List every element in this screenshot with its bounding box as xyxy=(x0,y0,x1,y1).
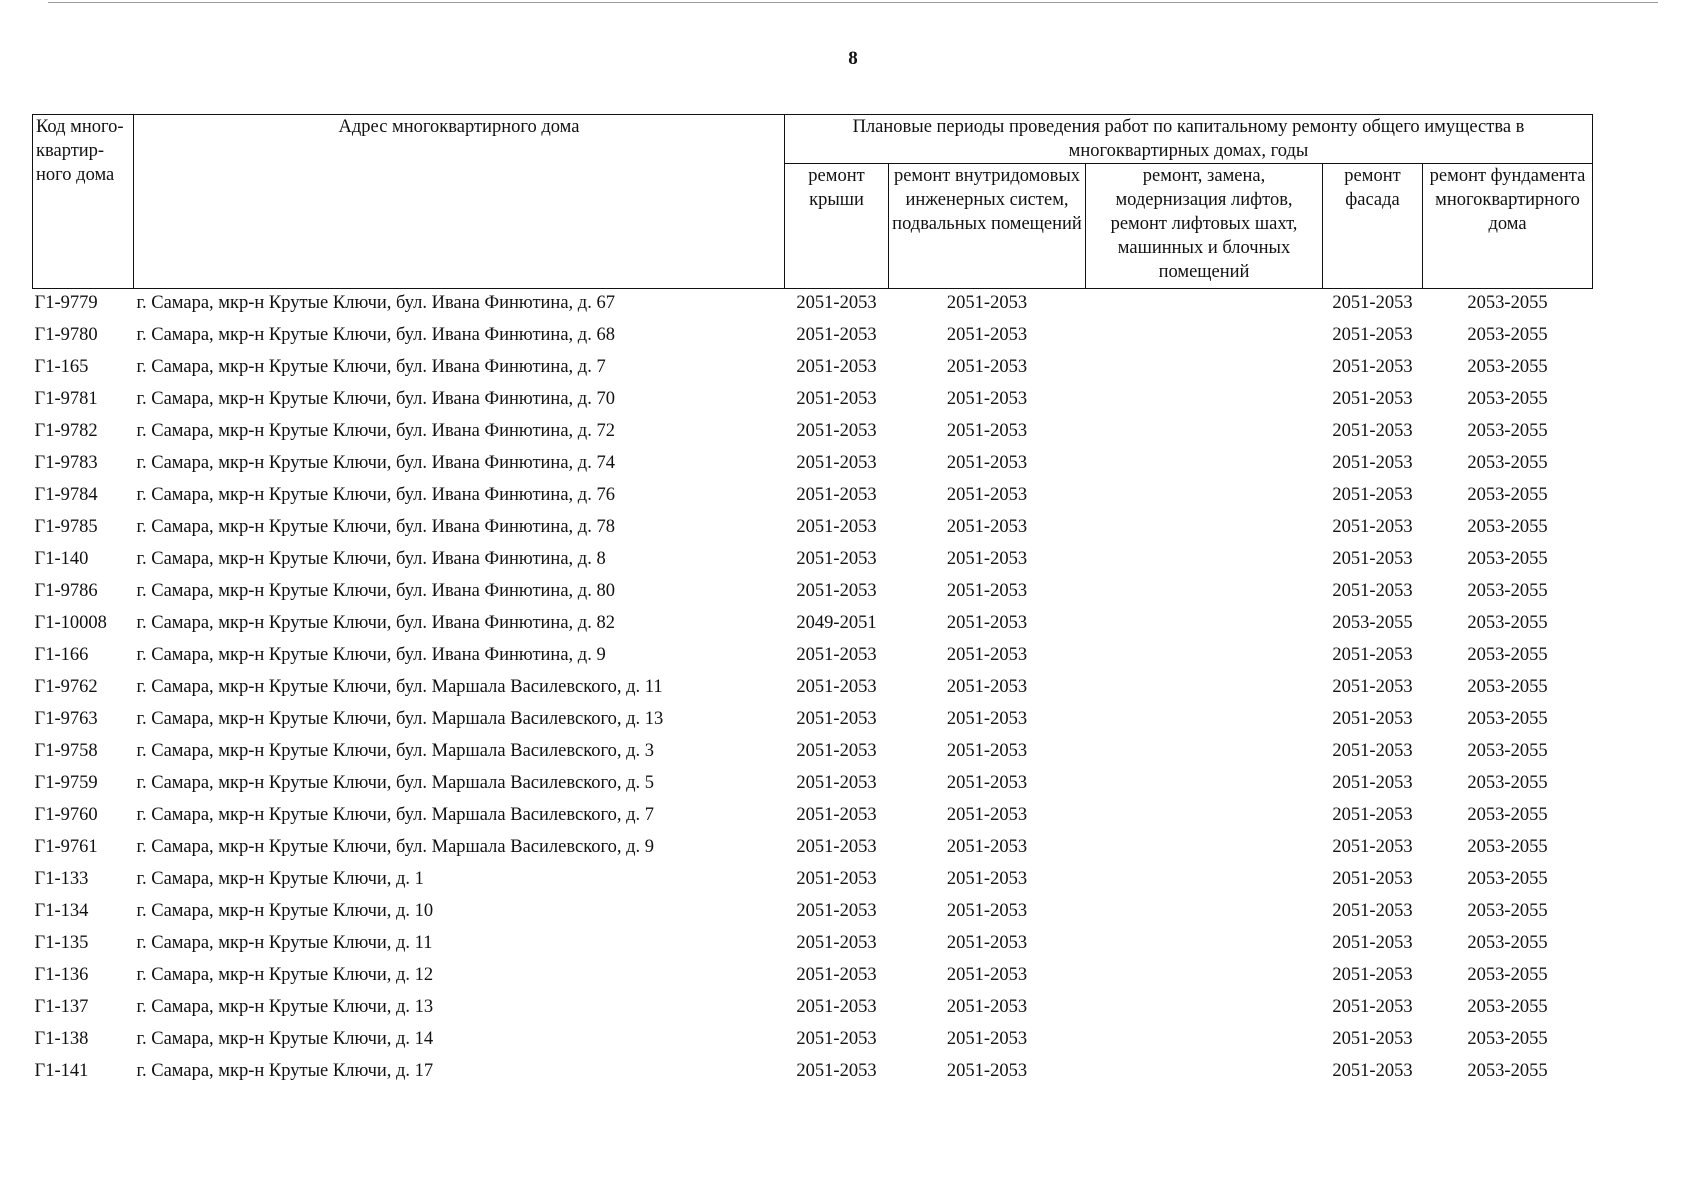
cell-address: г. Самара, мкр-н Крутые Ключи, бул. Ивана Финютина, д. 78 xyxy=(136,517,615,537)
cell-foundation: 2053-2055 xyxy=(1467,357,1548,377)
page-number: 8 xyxy=(848,48,858,69)
cell-code: Г1-9760 xyxy=(34,805,98,825)
cell-engineering: 2051-2053 xyxy=(946,1029,1028,1049)
header-foundation: ремонт фундамента многоквартирного дома xyxy=(1423,164,1593,289)
cell-address: г. Самара, мкр-н Крутые Ключи, бул. Ивана Финютина, д. 7 xyxy=(136,357,606,377)
cell-roof: 2051-2053 xyxy=(796,325,877,345)
cell-engineering: 2051-2053 xyxy=(946,741,1028,761)
cell-roof: 2051-2053 xyxy=(796,965,877,985)
cell-facade: 2051-2053 xyxy=(1332,869,1413,889)
cell-address: г. Самара, мкр-н Крутые Ключи, бул. Ивана Финютина, д. 76 xyxy=(136,485,615,505)
cell-roof: 2051-2053 xyxy=(796,389,877,409)
cell-code: Г1-9758 xyxy=(34,741,98,761)
cell-lifts xyxy=(1086,355,1323,387)
cell-engineering: 2051-2053 xyxy=(946,773,1028,793)
cell-foundation: 2053-2055 xyxy=(1467,389,1548,409)
cell-code: Г1-134 xyxy=(34,901,89,921)
cell-engineering: 2051-2053 xyxy=(946,1061,1028,1081)
cell-engineering: 2051-2053 xyxy=(946,389,1028,409)
table-row xyxy=(33,803,1593,835)
cell-lifts xyxy=(1086,611,1323,643)
table-row xyxy=(33,611,1593,643)
cell-facade: 2053-2055 xyxy=(1332,613,1413,633)
header-facade: ремонт фасада xyxy=(1323,164,1423,289)
table-row xyxy=(33,323,1593,355)
cell-code: Г1-165 xyxy=(34,357,89,377)
table-row xyxy=(33,547,1593,579)
header-address: Адрес многоквартирного дома xyxy=(134,115,785,289)
cell-foundation: 2053-2055 xyxy=(1467,741,1548,761)
cell-lifts xyxy=(1086,579,1323,611)
cell-roof: 2051-2053 xyxy=(796,677,877,697)
cell-address: г. Самара, мкр-н Крутые Ключи, бул. Ивана Финютина, д. 67 xyxy=(136,293,615,313)
cell-engineering: 2051-2053 xyxy=(946,517,1028,537)
cell-code: Г1-9759 xyxy=(34,773,98,793)
cell-lifts xyxy=(1086,1059,1323,1091)
cell-roof: 2051-2053 xyxy=(796,549,877,569)
cell-address: г. Самара, мкр-н Крутые Ключи, д. 14 xyxy=(136,1029,434,1049)
cell-engineering: 2051-2053 xyxy=(946,485,1028,505)
table-row xyxy=(33,579,1593,611)
cell-facade: 2051-2053 xyxy=(1332,389,1413,409)
cell-engineering: 2051-2053 xyxy=(946,901,1028,921)
cell-engineering: 2051-2053 xyxy=(946,837,1028,857)
header-lifts: ремонт, замена, модернизация лифтов, ремонт лифтовых шахт, машинных и блочных помещений xyxy=(1086,164,1323,289)
cell-address: г. Самара, мкр-н Крутые Ключи, д. 13 xyxy=(136,997,434,1017)
cell-lifts xyxy=(1086,289,1323,324)
cell-foundation: 2053-2055 xyxy=(1467,293,1548,313)
cell-code: Г1-9780 xyxy=(34,325,98,345)
cell-engineering: 2051-2053 xyxy=(946,549,1028,569)
cell-roof: 2051-2053 xyxy=(796,581,877,601)
cell-engineering: 2051-2053 xyxy=(946,709,1028,729)
table-row xyxy=(33,451,1593,483)
cell-foundation: 2053-2055 xyxy=(1467,773,1548,793)
cell-address: г. Самара, мкр-н Крутые Ключи, бул. Ивана Финютина, д. 9 xyxy=(136,645,606,665)
table-row xyxy=(33,387,1593,419)
cell-address: г. Самара, мкр-н Крутые Ключи, бул. Маршала Василевского, д. 5 xyxy=(136,773,655,793)
cell-roof: 2051-2053 xyxy=(796,837,877,857)
cell-lifts xyxy=(1086,835,1323,867)
cell-engineering: 2051-2053 xyxy=(946,965,1028,985)
cell-lifts xyxy=(1086,739,1323,771)
cell-roof: 2051-2053 xyxy=(796,741,877,761)
cell-address: г. Самара, мкр-н Крутые Ключи, д. 1 xyxy=(136,869,424,889)
cell-lifts xyxy=(1086,867,1323,899)
cell-facade: 2051-2053 xyxy=(1332,741,1413,761)
cell-roof: 2051-2053 xyxy=(796,357,877,377)
cell-roof: 2051-2053 xyxy=(796,645,877,665)
cell-code: Г1-9781 xyxy=(34,389,98,409)
cell-facade: 2051-2053 xyxy=(1332,709,1413,729)
table-body xyxy=(33,289,1593,1092)
cell-code: Г1-10008 xyxy=(34,613,107,633)
cell-engineering: 2051-2053 xyxy=(946,357,1028,377)
cell-foundation: 2053-2055 xyxy=(1467,805,1548,825)
cell-roof: 2051-2053 xyxy=(796,1061,877,1081)
cell-code: Г1-140 xyxy=(34,549,89,569)
cell-facade: 2051-2053 xyxy=(1332,581,1413,601)
capital-repair-table xyxy=(32,114,1593,1091)
table-row xyxy=(33,419,1593,451)
cell-engineering: 2051-2053 xyxy=(946,997,1028,1017)
cell-foundation: 2053-2055 xyxy=(1467,549,1548,569)
cell-facade: 2051-2053 xyxy=(1332,421,1413,441)
cell-roof: 2051-2053 xyxy=(796,517,877,537)
cell-address: г. Самара, мкр-н Крутые Ключи, бул. Маршала Василевского, д. 7 xyxy=(136,805,655,825)
cell-facade: 2051-2053 xyxy=(1332,453,1413,473)
cell-foundation: 2053-2055 xyxy=(1467,933,1548,953)
cell-facade: 2051-2053 xyxy=(1332,837,1413,857)
cell-roof: 2049-2051 xyxy=(796,613,877,633)
table-row xyxy=(33,515,1593,547)
cell-lifts xyxy=(1086,547,1323,579)
header-engineering: ремонт внутридомовых инженерных систем, подвальных помещений xyxy=(889,164,1086,289)
cell-facade: 2051-2053 xyxy=(1332,485,1413,505)
cell-facade: 2051-2053 xyxy=(1332,357,1413,377)
cell-address: г. Самара, мкр-н Крутые Ключи, д. 12 xyxy=(136,965,434,985)
cell-foundation: 2053-2055 xyxy=(1467,965,1548,985)
cell-foundation: 2053-2055 xyxy=(1467,997,1548,1017)
cell-foundation: 2053-2055 xyxy=(1467,677,1548,697)
header-planned-periods: Плановые периоды проведения работ по капитальному ремонту общего имущества в многоквартирных домах, годы xyxy=(785,115,1593,164)
cell-roof: 2051-2053 xyxy=(796,485,877,505)
cell-lifts xyxy=(1086,931,1323,963)
table-row xyxy=(33,899,1593,931)
cell-code: Г1-9786 xyxy=(34,581,98,601)
cell-facade: 2051-2053 xyxy=(1332,293,1413,313)
cell-facade: 2051-2053 xyxy=(1332,965,1413,985)
cell-foundation: 2053-2055 xyxy=(1467,1061,1548,1081)
cell-code: Г1-9783 xyxy=(34,453,98,473)
cell-roof: 2051-2053 xyxy=(796,869,877,889)
table-row xyxy=(33,963,1593,995)
cell-foundation: 2053-2055 xyxy=(1467,485,1548,505)
cell-engineering: 2051-2053 xyxy=(946,325,1028,345)
cell-roof: 2051-2053 xyxy=(796,1029,877,1049)
cell-roof: 2051-2053 xyxy=(796,709,877,729)
cell-foundation: 2053-2055 xyxy=(1467,709,1548,729)
cell-foundation: 2053-2055 xyxy=(1467,901,1548,921)
table-row xyxy=(33,707,1593,739)
cell-facade: 2051-2053 xyxy=(1332,901,1413,921)
cell-code: Г1-9782 xyxy=(34,421,98,441)
top-rule xyxy=(48,2,1658,3)
cell-engineering: 2051-2053 xyxy=(946,613,1028,633)
cell-code: Г1-137 xyxy=(34,997,89,1017)
cell-engineering: 2051-2053 xyxy=(946,645,1028,665)
cell-foundation: 2053-2055 xyxy=(1467,1029,1548,1049)
table-row xyxy=(33,483,1593,515)
cell-engineering: 2051-2053 xyxy=(946,421,1028,441)
table-row xyxy=(33,289,1593,324)
cell-code: Г1-9784 xyxy=(34,485,98,505)
cell-address: г. Самара, мкр-н Крутые Ключи, бул. Маршала Василевского, д. 11 xyxy=(136,677,663,697)
cell-roof: 2051-2053 xyxy=(796,773,877,793)
table-row xyxy=(33,867,1593,899)
table-row xyxy=(33,771,1593,803)
cell-lifts xyxy=(1086,1027,1323,1059)
cell-address: г. Самара, мкр-н Крутые Ключи, д. 11 xyxy=(136,933,433,953)
cell-lifts xyxy=(1086,323,1323,355)
table-row xyxy=(33,1027,1593,1059)
cell-address: г. Самара, мкр-н Крутые Ключи, бул. Маршала Василевского, д. 13 xyxy=(136,709,664,729)
cell-address: г. Самара, мкр-н Крутые Ключи, бул. Ивана Финютина, д. 70 xyxy=(136,389,615,409)
cell-foundation: 2053-2055 xyxy=(1467,645,1548,665)
cell-engineering: 2051-2053 xyxy=(946,805,1028,825)
cell-address: г. Самара, мкр-н Крутые Ключи, бул. Ивана Финютина, д. 68 xyxy=(136,325,615,345)
cell-address: г. Самара, мкр-н Крутые Ключи, д. 10 xyxy=(136,901,434,921)
cell-engineering: 2051-2053 xyxy=(946,677,1028,697)
header-code: Код много-квартир-ного дома xyxy=(33,115,134,289)
cell-facade: 2051-2053 xyxy=(1332,773,1413,793)
cell-code: Г1-166 xyxy=(34,645,89,665)
cell-facade: 2051-2053 xyxy=(1332,1029,1413,1049)
cell-facade: 2051-2053 xyxy=(1332,1061,1413,1081)
cell-code: Г1-136 xyxy=(34,965,89,985)
cell-code: Г1-9763 xyxy=(34,709,98,729)
cell-code: Г1-9779 xyxy=(34,293,98,313)
cell-foundation: 2053-2055 xyxy=(1467,581,1548,601)
cell-address: г. Самара, мкр-н Крутые Ключи, бул. Ивана Финютина, д. 74 xyxy=(136,453,615,473)
table-row xyxy=(33,835,1593,867)
cell-engineering: 2051-2053 xyxy=(946,293,1028,313)
table-row xyxy=(33,739,1593,771)
table-row xyxy=(33,931,1593,963)
cell-lifts xyxy=(1086,771,1323,803)
cell-foundation: 2053-2055 xyxy=(1467,837,1548,857)
cell-facade: 2051-2053 xyxy=(1332,325,1413,345)
cell-code: Г1-141 xyxy=(34,1061,89,1081)
cell-lifts xyxy=(1086,419,1323,451)
cell-engineering: 2051-2053 xyxy=(946,581,1028,601)
cell-lifts xyxy=(1086,963,1323,995)
cell-address: г. Самара, мкр-н Крутые Ключи, бул. Ивана Финютина, д. 72 xyxy=(136,421,615,441)
table-row xyxy=(33,1059,1593,1091)
cell-facade: 2051-2053 xyxy=(1332,997,1413,1017)
cell-code: Г1-133 xyxy=(34,869,89,889)
cell-lifts xyxy=(1086,387,1323,419)
cell-facade: 2051-2053 xyxy=(1332,805,1413,825)
cell-code: Г1-9762 xyxy=(34,677,98,697)
table-row xyxy=(33,995,1593,1027)
cell-roof: 2051-2053 xyxy=(796,933,877,953)
cell-roof: 2051-2053 xyxy=(796,805,877,825)
cell-engineering: 2051-2053 xyxy=(946,453,1028,473)
cell-facade: 2051-2053 xyxy=(1332,645,1413,665)
cell-lifts xyxy=(1086,803,1323,835)
cell-engineering: 2051-2053 xyxy=(946,869,1028,889)
cell-facade: 2051-2053 xyxy=(1332,933,1413,953)
cell-roof: 2051-2053 xyxy=(796,453,877,473)
cell-address: г. Самара, мкр-н Крутые Ключи, д. 17 xyxy=(136,1061,434,1081)
cell-lifts xyxy=(1086,899,1323,931)
cell-lifts xyxy=(1086,451,1323,483)
cell-roof: 2051-2053 xyxy=(796,293,877,313)
cell-roof: 2051-2053 xyxy=(796,901,877,921)
cell-code: Г1-135 xyxy=(34,933,89,953)
cell-code: Г1-9785 xyxy=(34,517,98,537)
cell-lifts xyxy=(1086,515,1323,547)
cell-foundation: 2053-2055 xyxy=(1467,613,1548,633)
cell-address: г. Самара, мкр-н Крутые Ключи, бул. Маршала Василевского, д. 9 xyxy=(136,837,655,857)
cell-code: Г1-138 xyxy=(34,1029,89,1049)
cell-roof: 2051-2053 xyxy=(796,997,877,1017)
cell-facade: 2051-2053 xyxy=(1332,517,1413,537)
cell-lifts xyxy=(1086,675,1323,707)
cell-foundation: 2053-2055 xyxy=(1467,325,1548,345)
cell-lifts xyxy=(1086,483,1323,515)
table-header xyxy=(33,115,1593,289)
cell-address: г. Самара, мкр-н Крутые Ключи, бул. Маршала Василевского, д. 3 xyxy=(136,741,655,761)
table-row xyxy=(33,643,1593,675)
cell-lifts xyxy=(1086,707,1323,739)
cell-foundation: 2053-2055 xyxy=(1467,869,1548,889)
cell-foundation: 2053-2055 xyxy=(1467,453,1548,473)
cell-code: Г1-9761 xyxy=(34,837,98,857)
cell-address: г. Самара, мкр-н Крутые Ключи, бул. Ивана Финютина, д. 8 xyxy=(136,549,606,569)
cell-facade: 2051-2053 xyxy=(1332,677,1413,697)
cell-facade: 2051-2053 xyxy=(1332,549,1413,569)
cell-address: г. Самара, мкр-н Крутые Ключи, бул. Ивана Финютина, д. 82 xyxy=(136,613,615,633)
cell-address: г. Самара, мкр-н Крутые Ключи, бул. Ивана Финютина, д. 80 xyxy=(136,581,615,601)
cell-foundation: 2053-2055 xyxy=(1467,421,1548,441)
cell-lifts xyxy=(1086,995,1323,1027)
header-roof: ремонт крыши xyxy=(785,164,889,289)
table-row xyxy=(33,675,1593,707)
cell-engineering: 2051-2053 xyxy=(946,933,1028,953)
cell-foundation: 2053-2055 xyxy=(1467,517,1548,537)
table-row xyxy=(33,355,1593,387)
cell-lifts xyxy=(1086,643,1323,675)
cell-roof: 2051-2053 xyxy=(796,421,877,441)
